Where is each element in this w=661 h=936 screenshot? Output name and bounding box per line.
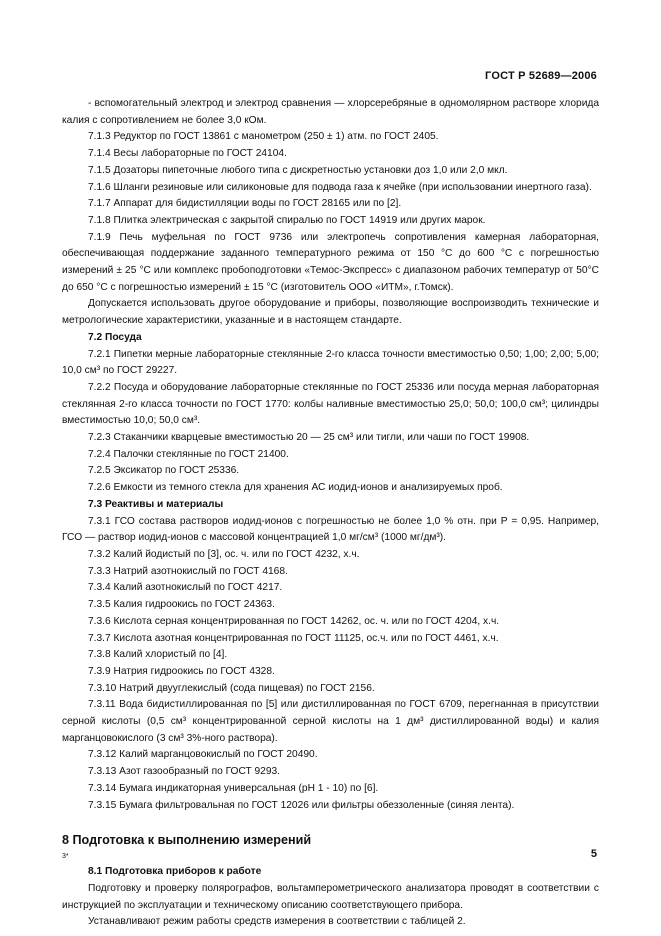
document-body	[62, 96, 599, 931]
subsection-heading: 7.2 Посуда	[88, 331, 142, 343]
paragraph: 7.3.1 ГСО состава растворов иодид-ионов с погрешностью не более 1,0 % отн. при P = 0,95. Например, ГСО — раствор иодид-ионов с массовой концентрацией 1,0 мг/см³ (1000 мг/дм³).	[62, 515, 599, 544]
subsection-heading: 7.3 Реактивы и материалы	[88, 498, 224, 510]
paragraph: 7.3.3 Натрий азотнокислый по ГОСТ 4168.	[88, 565, 288, 577]
section-heading: 8 Подготовка к выполнению измерений	[62, 833, 312, 848]
paragraph: 7.3.4 Калий азотнокислый по ГОСТ 4217.	[88, 582, 283, 594]
paragraph: 7.3.13 Азот газообразный по ГОСТ 9293.	[88, 766, 281, 778]
paragraph: Устанавливают режим работы средств измерения в соответствии с таблицей 2.	[88, 916, 466, 928]
paragraph: 7.3.2 Калий йодистый по [3], ос. ч. или по ГОСТ 4232, х.ч.	[88, 548, 360, 560]
paragraph: 7.1.4 Весы лабораторные по ГОСТ 24104.	[88, 148, 287, 160]
paragraph: 7.1.6 Шланги резиновые или силиконовые для подвода газа к ячейке (при использовании инертного газа).	[88, 181, 592, 193]
paragraph: 7.1.9 Печь муфельная по ГОСТ 9736 или электропечь сопротивления камерная лабораторная, обеспечивающая поддержание заданного температурного режима от 150 °С до 600 °С с погрешностью измерений ± 25 °С или комплекс пробоподготовки «Темос-Экспресс» с диапазоном рабочих температур от 50°С до 650 °С с погрешностью измерений ± 15 °С (изготовитель ООО «ИТМ», г.Томск).	[62, 231, 599, 293]
paragraph: 7.1.5 Дозаторы пипеточные любого типа с дискретностью установки доз 1,0 или 2,0 мкл.	[88, 164, 508, 176]
paragraph: 7.2.2 Посуда и оборудование лабораторные стеклянные по ГОСТ 25336 или посуда мерная лабораторная стеклянная 2-го класса точности по ГОСТ 1770: колбы наливные вместимостью 25,0; 50,0; 100,0 см³; цилиндры вместимостью 10,0; 50,0 см³.	[62, 381, 599, 427]
paragraph: 7.3.14 Бумага индикаторная универсальная (рН 1 - 10) по [6].	[88, 782, 379, 794]
paragraph: 7.3.10 Натрий двууглекислый (сода пищевая) по ГОСТ 2156.	[88, 682, 375, 694]
paragraph: 7.2.1 Пипетки мерные лабораторные стеклянные 2-го класса точности вместимостью 0,50; 1,00; 2,00; 5,00; 10,0 см³ по ГОСТ 29227.	[62, 348, 599, 377]
paragraph: 7.2.3 Стаканчики кварцевые вместимостью 20 — 25 см³ или тигли, или чаши по ГОСТ 19908.	[88, 432, 530, 444]
subsection-heading: 8.1 Подготовка приборов к работе	[88, 866, 262, 878]
paragraph: Подготовку и проверку полярографов, вольтамперометрического анализатора проводят в соответствии с инструкцией по эксплуатации и техническому описанию соответствующего прибора.	[62, 882, 599, 911]
paragraph: 7.2.6 Емкости из темного стекла для хранения АС иодид-ионов и анализируемых проб.	[88, 482, 503, 494]
paragraph: 7.3.5 Калия гидроокись по ГОСТ 24363.	[88, 599, 275, 611]
paragraph: 7.3.7 Кислота азотная концентрированная по ГОСТ 11125, ос.ч. или по ГОСТ 4461, х.ч.	[88, 632, 499, 644]
paragraph: 7.3.8 Калий хлористый по [4].	[88, 649, 228, 661]
page-number: 5	[590, 848, 597, 860]
paragraph: 7.1.3 Редуктор по ГОСТ 13861 с манометром (250 ± 1) атм. по ГОСТ 2405.	[88, 131, 439, 143]
paragraph: 7.1.7 Аппарат для бидистилляции воды по ГОСТ 28165 или по [2].	[88, 198, 402, 210]
paragraph: Допускается использовать другое оборудование и приборы, позволяющие воспроизводить технические и метрологические характеристики, указанные и в настоящем стандарте.	[62, 298, 599, 327]
paragraph: 7.3.9 Натрия гидроокись по ГОСТ 4328.	[88, 665, 275, 677]
paragraph: 7.1.8 Плитка электрическая с закрытой спиралью по ГОСТ 14919 или других марок.	[88, 214, 486, 226]
paragraph: 7.3.6 Кислота серная концентрированная по ГОСТ 14262, ос. ч. или по ГОСТ 4204, х.ч.	[88, 615, 500, 627]
section-spacer	[62, 814, 599, 823]
paragraph: 7.2.4 Палочки стеклянные по ГОСТ 21400.	[88, 448, 289, 460]
document-header: ГОСТ Р 52689—2006	[485, 70, 597, 82]
paragraph: - вспомогательный электрод и электрод сравнения — хлорсеребряные в одномолярном растворе хлорида калия с сопротивлением не более 3,0 кОм.	[62, 98, 599, 126]
paragraph: 7.2.5 Эксикатор по ГОСТ 25336.	[88, 465, 240, 477]
footer-mark: 3*	[62, 853, 69, 860]
paragraph: 7.3.12 Калий марганцовокислый по ГОСТ 20490.	[88, 749, 318, 761]
paragraph: 7.3.11 Вода бидистиллированная по [5] или дистиллированная по ГОСТ 6709, перегнанная в присутствии серной кислоты (0,5 см³ концентрированной серной кислоты на 1 дм³ дистиллированной воды) и калия марганцовокислого (3 см³ 3%-ного раствора).	[62, 699, 599, 744]
paragraph: 7.3.15 Бумага фильтровальная по ГОСТ 12026 или фильтры обеззоленные (синяя лента).	[88, 799, 515, 811]
section-spacer	[62, 855, 599, 864]
